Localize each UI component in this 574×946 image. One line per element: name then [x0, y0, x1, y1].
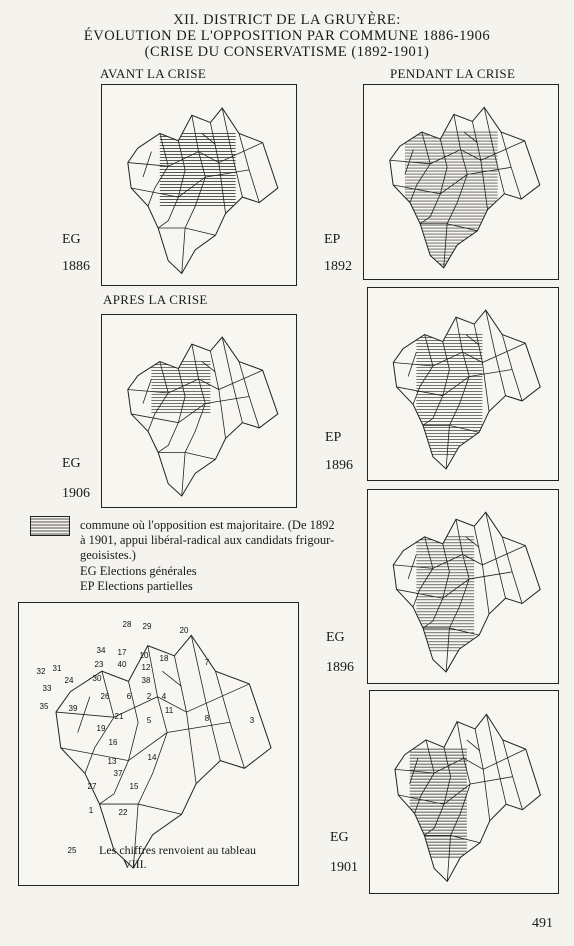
map-ep-1896	[367, 287, 559, 481]
commune-number: 2	[146, 692, 152, 701]
commune-number: 32	[36, 667, 46, 676]
commune-number: 8	[204, 714, 210, 723]
commune-number: 13	[107, 757, 117, 766]
commune-number: 18	[159, 654, 169, 663]
commune-number: 22	[118, 808, 128, 817]
map-svg	[368, 288, 560, 482]
commune-number: 21	[114, 712, 124, 721]
map-svg	[368, 490, 560, 685]
commune-number: 27	[87, 782, 97, 791]
map-eg-1906	[101, 314, 297, 508]
commune-number: 28	[122, 620, 132, 629]
map-year: 1896	[326, 660, 354, 675]
map-svg	[370, 691, 560, 895]
commune-number: 26	[100, 692, 110, 701]
commune-number: 34	[96, 646, 106, 655]
map-eg-1886	[101, 84, 297, 286]
commune-number: 17	[117, 648, 127, 657]
commune-number: 25	[67, 846, 77, 855]
commune-number: 33	[42, 684, 52, 693]
page-number: 491	[532, 916, 553, 931]
commune-number: 30	[92, 674, 102, 683]
commune-number: 31	[52, 664, 62, 673]
heading-after: APRES LA CRISE	[103, 292, 208, 307]
legend-line-1: commune où l'opposition est majoritaire. (De 1892	[80, 518, 335, 532]
map-code: EG	[62, 232, 81, 247]
title-line-2: ÉVOLUTION DE L'OPPOSITION PAR COMMUNE 1886-1906	[83, 28, 491, 44]
map-svg	[364, 85, 560, 281]
legend-ep: EP Elections partielles	[80, 579, 193, 593]
commune-number: 15	[129, 782, 139, 791]
commune-number: 29	[142, 622, 152, 631]
commune-number: 7	[204, 658, 210, 667]
map-code: EG	[330, 830, 349, 845]
map-eg-1896	[367, 489, 559, 684]
map-svg	[102, 315, 298, 509]
map-year: 1896	[325, 458, 353, 473]
note-line-2: VIII.	[123, 857, 147, 871]
heading-during: PENDANT LA CRISE	[390, 66, 516, 81]
commune-number: 10	[139, 651, 149, 660]
commune-number: 23	[94, 660, 104, 669]
map-year: 1886	[62, 259, 90, 274]
map-code: EG	[62, 456, 81, 471]
commune-number: 40	[117, 660, 127, 669]
commune-number: 3	[249, 716, 255, 725]
title-line-1: XII. DISTRICT DE LA GRUYÈRE:	[173, 12, 401, 28]
legend-line-2: à 1901, appui libéral-radical aux candidats frigour-	[80, 533, 335, 547]
commune-number: 24	[64, 676, 74, 685]
title-line-3: (CRISE DU CONSERVATISME (1892-1901)	[144, 44, 430, 60]
map-code: EP	[325, 430, 342, 445]
reference-map	[18, 602, 299, 886]
commune-number: 12	[141, 663, 151, 672]
map-code: EG	[326, 630, 345, 645]
commune-number: 20	[179, 626, 189, 635]
heading-before: AVANT LA CRISE	[100, 66, 207, 81]
commune-number: 37	[113, 769, 123, 778]
commune-number: 6	[126, 692, 132, 701]
map-year: 1892	[324, 259, 352, 274]
commune-number: 35	[39, 702, 49, 711]
commune-number: 39	[68, 704, 78, 713]
commune-number: 11	[164, 706, 174, 715]
map-code: EP	[324, 232, 341, 247]
commune-number: 14	[147, 753, 157, 762]
map-year: 1901	[330, 860, 358, 875]
commune-number: 19	[96, 724, 106, 733]
legend-hatch-swatch	[30, 516, 70, 536]
commune-number: 4	[161, 692, 167, 701]
commune-number: 1	[88, 806, 94, 815]
commune-number: 5	[146, 716, 152, 725]
map-svg	[102, 85, 298, 287]
legend-line-3: geoisistes.)	[80, 548, 136, 562]
commune-number: 38	[141, 676, 151, 685]
map-ep-1892	[363, 84, 559, 280]
legend-eg: EG Elections générales	[80, 564, 197, 578]
map-year: 1906	[62, 486, 90, 501]
commune-number: 16	[108, 738, 118, 747]
map-eg-1901	[369, 690, 559, 894]
note-line-1: Les chiffres renvoient au tableau	[99, 843, 257, 857]
